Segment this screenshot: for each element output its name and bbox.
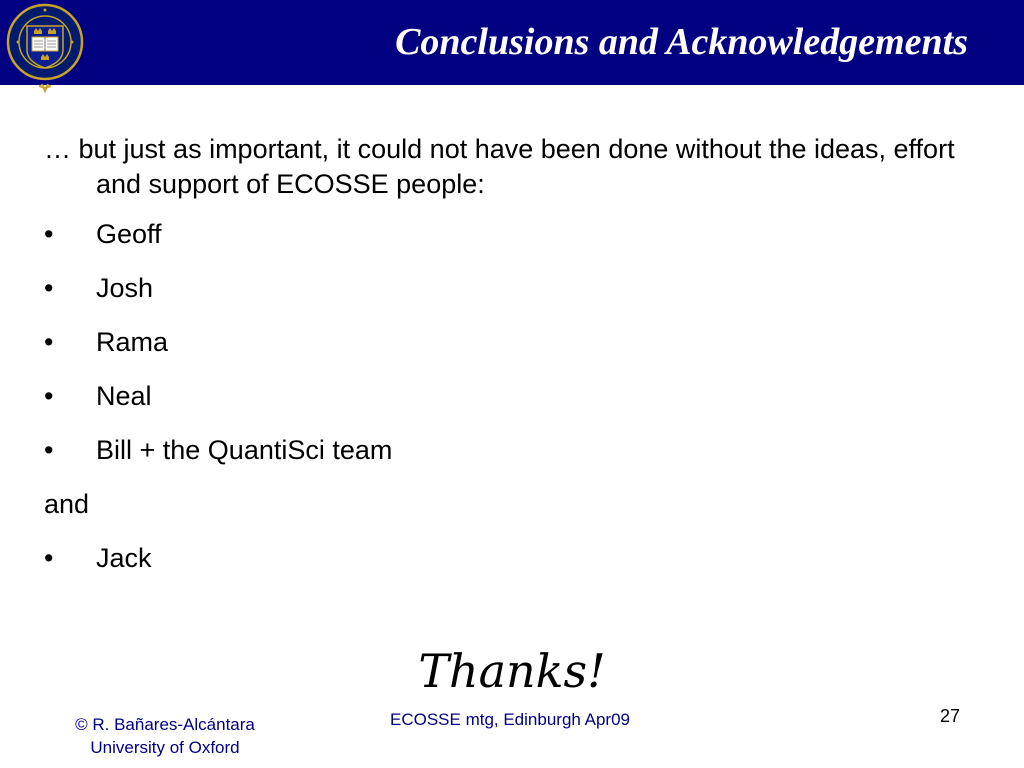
bullet-icon: • [44, 435, 54, 465]
bullet-icon: • [44, 381, 54, 411]
person-name: Jack [96, 543, 152, 573]
page-number: 27 [939, 706, 961, 726]
footer-event: ECOSSE mtg, Edinburgh Apr09 [389, 710, 631, 729]
list-item [44, 326, 994, 358]
list-item [44, 542, 994, 574]
header-bar [0, 0, 1024, 85]
list-item [44, 272, 994, 304]
list-item [44, 218, 994, 250]
footer-author [50, 713, 280, 759]
author-affiliation: University of Oxford [90, 738, 240, 757]
author-name: © R. Bañares-Alcántara [75, 715, 255, 734]
bullet-icon: • [44, 327, 54, 357]
list-item [44, 380, 994, 412]
intro-text: … but just as important, it could not have been done without the ideas, effort and support of ECOSSE people: [44, 134, 955, 199]
bullet-icon: • [44, 273, 54, 303]
bullet-icon: • [44, 543, 54, 573]
list-item [44, 434, 994, 466]
bullet-icon: • [44, 219, 54, 249]
person-name: Bill + the QuantiSci team [96, 435, 393, 465]
person-name: Geoff [96, 219, 162, 249]
slide-body [44, 132, 994, 574]
thanks-text: Thanks! [418, 644, 606, 698]
conjunction-text: and [44, 489, 90, 519]
person-name: Josh [96, 273, 154, 303]
person-name: Neal [96, 381, 152, 411]
person-name: Rama [96, 327, 169, 357]
oxford-crest-icon [6, 2, 84, 94]
slide-title: Conclusions and Acknowledgements [395, 21, 968, 63]
